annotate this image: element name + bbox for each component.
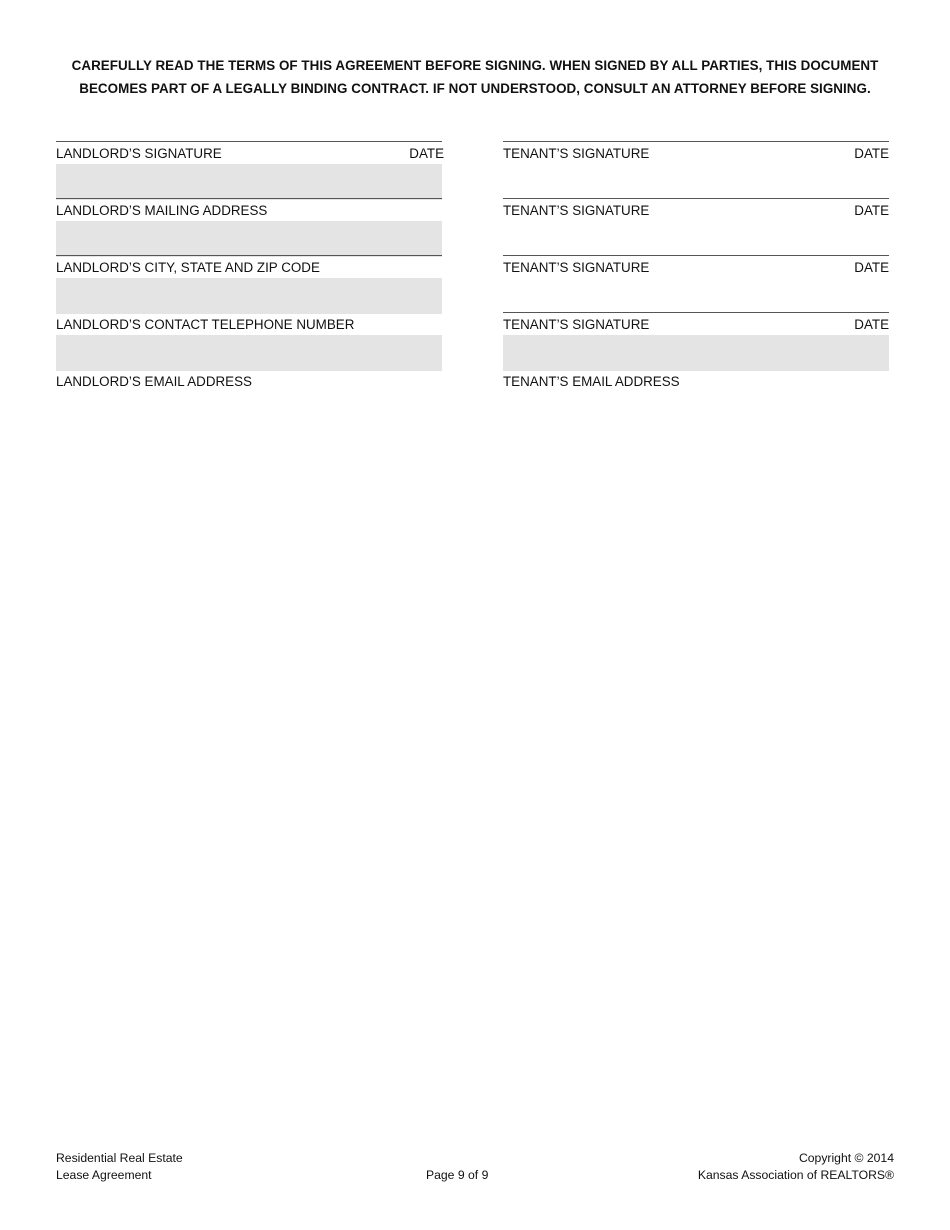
tenant-signature-label: TENANT’S SIGNATURE <box>503 203 650 218</box>
landlord-email-label: LANDLORD’S EMAIL ADDRESS <box>56 374 252 389</box>
tenant-date-label: DATE <box>854 260 889 275</box>
tenant-signature-label: TENANT’S SIGNATURE <box>503 146 650 161</box>
page-number: Page 9 of 9 <box>426 1168 489 1182</box>
landlord-city-state-zip-line <box>56 255 442 256</box>
landlord-signature-line[interactable] <box>56 141 442 142</box>
footer-title-line-1: Residential Real Estate <box>56 1151 183 1165</box>
tenant-signature-row <box>503 129 889 186</box>
landlord-mailing-address-label: LANDLORD’S MAILING ADDRESS <box>56 203 268 218</box>
landlord-email-row <box>56 357 442 414</box>
notice-line-2: BECOMES PART OF A LEGALLY BINDING CONTRACT. IF NOT UNDERSTOOD, CONSULT AN ATTORNEY BEFORE SIGNING. <box>79 81 871 96</box>
copyright-line-1: Copyright © 2014 <box>798 1151 894 1165</box>
tenant-signature-row <box>503 186 889 243</box>
notice-line-1: CAREFULLY READ THE TERMS OF THIS AGREEMENT BEFORE SIGNING. WHEN SIGNED BY ALL PARTIES, THIS DOCUMENT <box>71 58 879 73</box>
tenant-date-label: DATE <box>854 317 889 332</box>
landlord-telephone-label: LANDLORD’S CONTACT TELEPHONE NUMBER <box>56 317 355 332</box>
tenant-signature-line[interactable] <box>503 255 889 256</box>
tenant-signature-label: TENANT’S SIGNATURE <box>503 317 650 332</box>
tenant-column <box>503 129 889 414</box>
tenant-signature-label: TENANT’S SIGNATURE <box>503 260 650 275</box>
tenant-signature-row <box>503 243 889 300</box>
tenant-date-label: DATE <box>854 203 889 218</box>
tenant-signature-line[interactable] <box>503 198 889 199</box>
landlord-city-state-zip-row <box>56 243 442 300</box>
tenant-email-label: TENANT’S EMAIL ADDRESS <box>503 374 680 389</box>
copyright-line-2: Kansas Association of REALTORS® <box>697 1168 894 1182</box>
footer-page-number <box>426 1167 488 1184</box>
tenant-date-label: DATE <box>854 146 889 161</box>
landlord-city-state-zip-label: LANDLORD’S CITY, STATE AND ZIP CODE <box>56 260 320 275</box>
landlord-date-label: DATE <box>409 146 444 161</box>
tenant-email-row <box>503 357 889 414</box>
landlord-signature-row <box>56 129 442 186</box>
landlord-signature-label: LANDLORD’S SIGNATURE <box>56 146 222 161</box>
footer-title-line-2: Lease Agreement <box>56 1168 152 1182</box>
landlord-column <box>56 129 442 414</box>
footer-copyright <box>698 1150 894 1184</box>
landlord-mailing-address-row <box>56 186 442 243</box>
footer-document-title <box>56 1150 183 1184</box>
tenant-signature-line[interactable] <box>503 141 889 142</box>
tenant-signature-line[interactable] <box>503 312 889 313</box>
signing-notice <box>56 54 894 100</box>
tenant-signature-row <box>503 300 889 357</box>
landlord-telephone-row <box>56 300 442 357</box>
landlord-mailing-address-line <box>56 198 442 199</box>
